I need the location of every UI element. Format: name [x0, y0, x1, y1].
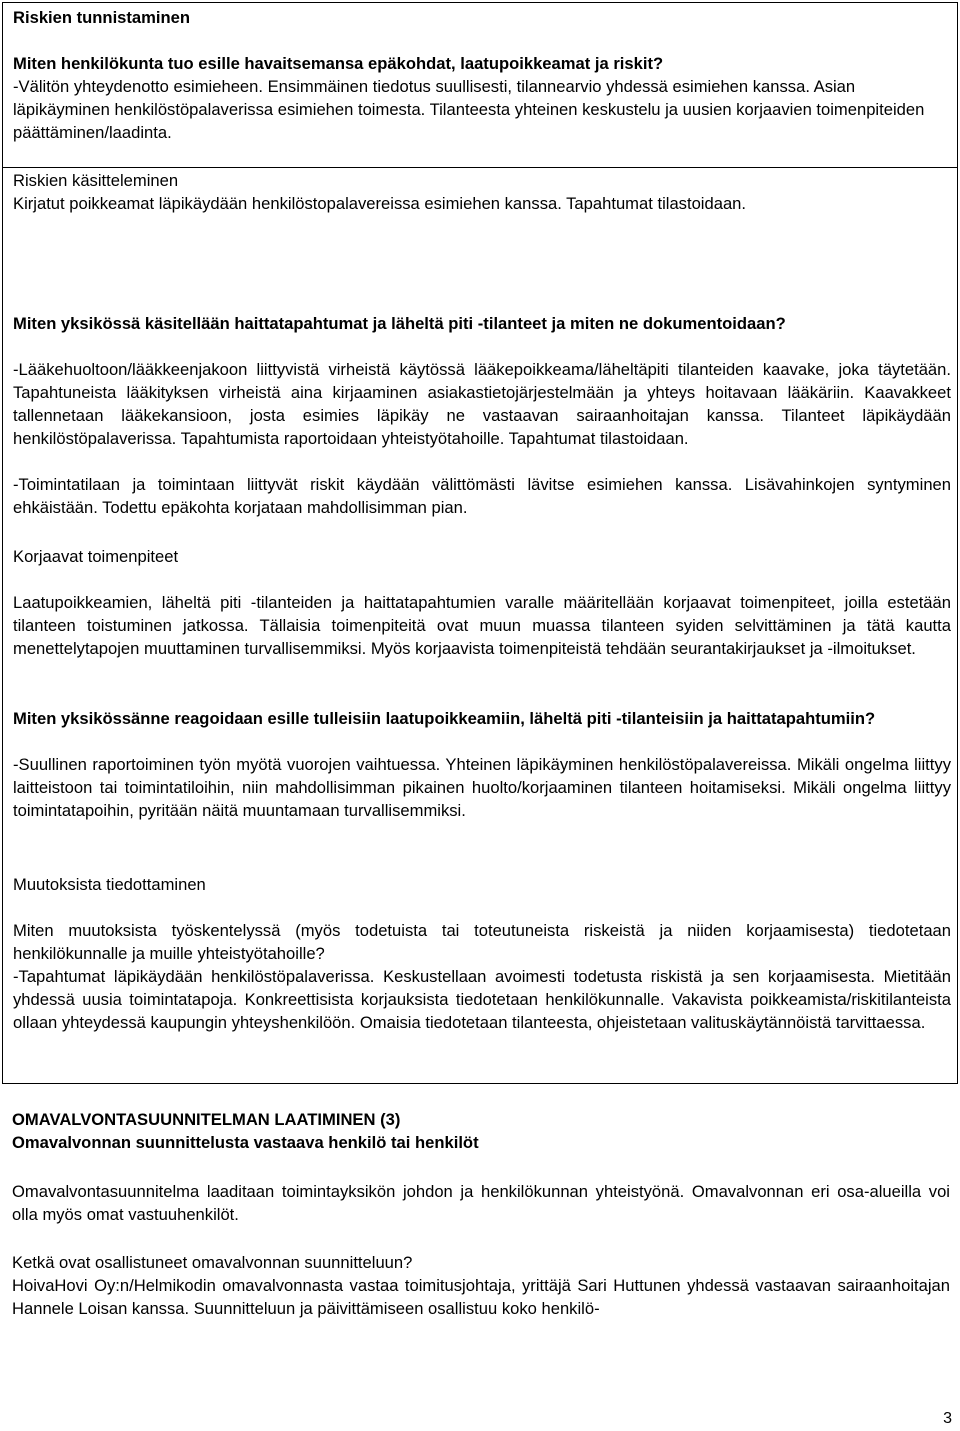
risk-handling-text: Kirjatut poikkeamat läpikäydään henkilöstopalavereissa esimiehen kanssa. Tapahtumat tilastoidaan. — [13, 194, 747, 213]
risk-identification-question: Miten henkilökunta tuo esille havaitsemansa epäkohdat, laatupoikkeamat ja riskit? — [13, 54, 664, 73]
corrective-text: Laatupoikkeamien, läheltä piti -tilanteiden ja haittatapahtumien varalle määritellään korjaavat toimenpiteet, joilla estetään tilanteen toistuminen jatkossa. Tällaisia toimenpiteitä ovat muun muassa tilanteen syiden selvittäminen ja tätä kautta menettelytapojen muuttaminen turvallisemmiksi. Myös korjaavista toimenpiteistä tehdään seurantakirjaukset ja -ilmoitukset. — [13, 593, 951, 658]
change-info-answer: -Tapahtumat läpikäydään henkilöstöpalaverissa. Keskustellaan avoimesti todetusta riskistä ja sen korjaamisesta. Mietitään yhdessä uusia toimintatapoja. Konkreettisista korjauksista tiedotetaan henkilökunnalle. Vakavista poikkeamista/riskitilanteista ollaan yhteydessä kaupungin yhteyshenkilöön. Omaisia tiedotetaan tilanteesta, ohjeistetaan valituskäytännöistä tarvittaessa. — [13, 967, 951, 1032]
plan-subtitle: Omavalvonnan suunnittelusta vastaava henkilö tai henkilöt — [12, 1133, 479, 1152]
plan-title: OMAVALVONTASUUNNITELMAN LAATIMINEN (3) — [12, 1110, 401, 1129]
corrective-answer: -Suullinen raportoiminen työn myötä vuorojen vaihtuessa. Yhteinen läpikäyminen henkilöstöpalavereissa. Mikäli ongelma liittyy laitteistoon tai toimintatiloihin, niin mahdollisimman pikainen huolto/korjaaminen tilanteen hoitamiseksi. Mikäli ongelma liittyy toimintatapoihin, pyritään näitä muuntamaan turvallisemmiksi. — [13, 755, 951, 820]
risk-handling-answer-1: -Lääkehuoltoon/lääkkeenjakoon liittyvistä virheistä käytössä lääkepoikkeama/läheltäpiti tilanteiden kaavake, joka täytetään. Tapahtuneista lääkityksen virheistä aina kirjaaminen asiakastietojärjestelmään ja yhteys hoitavaan lääkäriin. Kaavakkeet tallennetaan lääkekansioon, josta esimies läpikäy ne vastaavan sairaanhoitajan kanssa. Tilanteet läpikäydään henkilöstöpalaverissa. Tapahtumista raportoidaan yhteistyötahoille. Tapahtumat tilastoidaan. — [13, 360, 951, 448]
risk-handling-question: Miten yksikössä käsitellään haittatapahtumat ja läheltä piti -tilanteet ja miten ne dokumentoidaan? — [13, 314, 786, 333]
change-info-question: Miten muutoksista työskentelyssä (myös todetuista tai toteutuneista riskeistä ja niiden korjaamisesta) tiedotetaan henkilökunnalle ja muille yhteistyötahoille? — [13, 921, 951, 963]
risk-identification-heading: Riskien tunnistaminen — [13, 8, 191, 27]
risk-handling-box — [2, 166, 958, 1084]
plan-question: Ketkä ovat osallistuneet omavalvonnan suunnitteluun? — [12, 1253, 413, 1272]
risk-identification-box — [2, 2, 958, 168]
risk-handling-heading: Riskien käsitteleminen — [13, 171, 179, 190]
risk-identification-answer: -Välitön yhteydenotto esimieheen. Ensimmäinen tiedotus suullisesti, tilannearvio yhdessä esimiehen kanssa. Asian läpikäyminen henkilöstöpalaverissa esimiehen toimesta. Tilanteesta yhteinen keskustelu ja uusien korjaavien toimenpiteiden päättäminen/laadinta. — [13, 77, 925, 142]
plan-text: Omavalvontasuunnitelma laaditaan toimintayksikön johdon ja henkilökunnan yhteistyönä. Omavalvonnan eri osa-alueilla voi olla myös omat vastuuhenkilöt. — [12, 1182, 950, 1224]
risk-handling-answer-2: -Toimintatilaan ja toimintaan liittyvät riskit käydään välittömästi lävitse esimiehen kanssa. Lisävahinkojen syntyminen ehkäistään. Todettu epäkohta korjataan mahdollisimman pian. — [13, 475, 951, 517]
plan-answer: HoivaHovi Oy:n/Helmikodin omavalvonnasta vastaa toimitusjohtaja, yrittäjä Sari Huttunen yhdessä vastaavan sairaanhoitajan Hannele Loisan kanssa. Suunnitteluun ja päivittämiseen osallistuu koko henkilö- — [12, 1276, 950, 1318]
page-number: 3 — [943, 1410, 952, 1427]
corrective-heading: Korjaavat toimenpiteet — [13, 547, 179, 566]
change-info-heading: Muutoksista tiedottaminen — [13, 875, 206, 894]
corrective-question: Miten yksikössänne reagoidaan esille tulleisiin laatupoikkeamiin, läheltä piti -tilanteisiin ja haittatapahtumiin? — [13, 709, 876, 728]
